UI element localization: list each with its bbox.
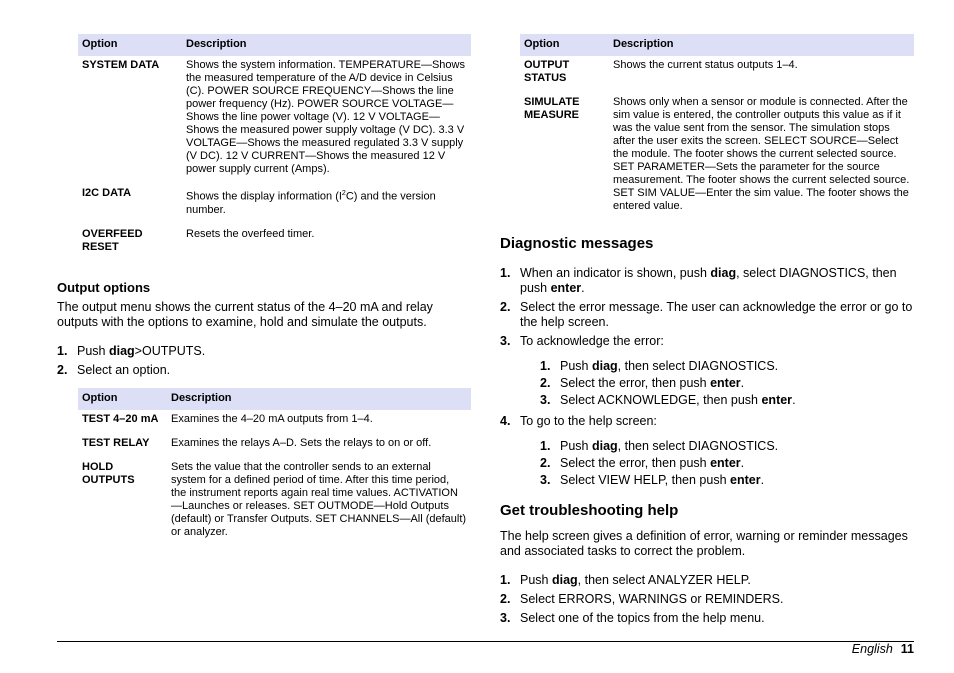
list-item: 1. Push diag>OUTPUTS. (57, 343, 206, 358)
diagnostic-messages-heading: Diagnostic messages (500, 235, 654, 252)
troubleshooting-heading: Get troubleshooting help (500, 502, 679, 519)
option-header: Option (78, 388, 167, 410)
list-item: 2. Select the error, then push enter. (540, 376, 745, 390)
acknowledge-substeps (540, 359, 914, 408)
output-options-steps (57, 344, 471, 378)
option-cell: OVERFEED RESET (82, 227, 143, 253)
footer-language: English (851, 642, 893, 656)
option-cell: HOLD OUTPUTS (82, 460, 135, 486)
output-options-heading: Output options (57, 279, 151, 295)
output-options-intro: The output menu shows the current status of the 4–20 mA and relay outputs with the options to examine, hold and simulate the outputs. (57, 299, 433, 329)
status-options-table (520, 34, 914, 221)
option-cell: TEST 4–20 mA (82, 412, 159, 425)
table-row (78, 56, 471, 184)
list-item: 2. Select the error, then push enter. (540, 456, 745, 470)
option-cell: TEST RELAY (82, 436, 150, 449)
list-item: 1. Push diag, then select ANALYZER HELP. (500, 573, 751, 587)
troubleshooting-steps (500, 573, 914, 626)
description-header: Description (182, 34, 471, 56)
system-options-table (78, 34, 471, 262)
list-item: 1. Push diag, then select DIAGNOSTICS. (540, 359, 779, 373)
page-footer (852, 642, 914, 656)
page-number: 11 (900, 642, 914, 656)
table-row (78, 225, 471, 262)
description-cell: Shows only when a sensor or module is connected. After the sim value is entered, the controller outputs this value as if it was the value sent from the sensor. The simulation stops after the user exits the screen. SELECT SOURCE—Select the module. The footer shows the current selected source. SET PARAMETER—Sets the parameter for the source measurement. The footer shows the current selected source. SET SIM VALUE—Enter the sim value. The footer shows the entered value. (613, 96, 910, 212)
list-item: 3. To acknowledge the error: 1. Push diag, then select DIAGNOSTICS. 2. Select the error, then push enter. 3. Select ACKNOWLEDGE, then push enter. (500, 334, 914, 408)
table-header-row (78, 388, 471, 410)
table-row (520, 93, 914, 221)
table-row (78, 458, 471, 547)
option-header: Option (78, 34, 182, 56)
description-cell: Examines the relays A–D. Sets the relays to on or off. (171, 436, 432, 449)
description-cell: Sets the value that the controller sends to an external system for a defined period of time. After this time period, the instrument reports again real time values. ACTIVATION—Launches or releases. SET OUTMODE—Hold Outputs (default) or Transfer Outputs. SET CHANNELS—All (default) or analyzer. (171, 460, 467, 538)
description-cell: Shows the display information $(I^2C)$ and the version number. (186, 190, 436, 216)
list-item: 4. To go to the help screen: 1. Push diag, then select DIAGNOSTICS. 2. Select the error, then push enter. 3. Select VIEW HELP, then push enter. (500, 414, 914, 488)
description-cell: Resets the overfeed timer. (186, 227, 315, 240)
table-row (520, 56, 914, 93)
table-header-row (78, 34, 471, 56)
table-header-row (520, 34, 914, 56)
diagnostic-steps (500, 266, 914, 488)
table-row (78, 184, 471, 225)
list-item: 2. Select an option. (57, 362, 171, 377)
troubleshooting-intro: The help screen gives a definition of error, warning or reminder messages and associated tasks to correct the problem. (500, 529, 908, 558)
list-item: 2. Select ERRORS, WARNINGS or REMINDERS. (500, 592, 784, 606)
output-options-table (78, 388, 471, 547)
list-item: 3. Select one of the topics from the help menu. (500, 611, 765, 625)
help-screen-substeps (540, 439, 914, 488)
description-cell: Examines the 4–20 mA outputs from 1–4. (171, 412, 373, 425)
option-cell: OUTPUT STATUS (524, 59, 570, 84)
list-item: 1. When an indicator is shown, push diag, select DIAGNOSTICS, then push enter. (500, 266, 897, 295)
description-cell: Shows the system information. TEMPERATURE—Shows the measured temperature of the A/D device in Celsius (C). POWER SOURCE FREQUENCY—Shows the line power frequency (Hz). POWER SOURCE VOLTAGE—Shows the line power voltage (V). 12 V VOLTAGE—Shows the measured power supply voltage (V DC). 3.3 V VOLTAGE—Shows the measured regulated 3.3 V supply (V DC). 12 V CURRENT—Shows the measured 12 V power supply current (Amps). (186, 59, 465, 175)
table-row (78, 434, 471, 458)
footer-divider (57, 641, 914, 642)
table-row (78, 410, 471, 434)
option-cell: I2C DATA (82, 187, 132, 199)
right-column (500, 34, 914, 630)
option-cell: SYSTEM DATA (82, 59, 160, 71)
description-cell: Shows the current status outputs 1–4. (613, 59, 798, 71)
list-item: 3. Select ACKNOWLEDGE, then push enter. (540, 393, 796, 407)
left-column (57, 34, 471, 547)
option-cell: SIMULATE MEASURE (524, 96, 580, 121)
description-header: Description (167, 388, 471, 410)
description-header: Description (609, 34, 914, 56)
option-header: Option (520, 34, 609, 56)
list-item: 3. Select VIEW HELP, then push enter. (540, 473, 765, 487)
list-item: 1. Push diag, then select DIAGNOSTICS. (540, 439, 779, 453)
list-item: 2. Select the error message. The user can acknowledge the error or go to the help screen. (500, 300, 913, 329)
